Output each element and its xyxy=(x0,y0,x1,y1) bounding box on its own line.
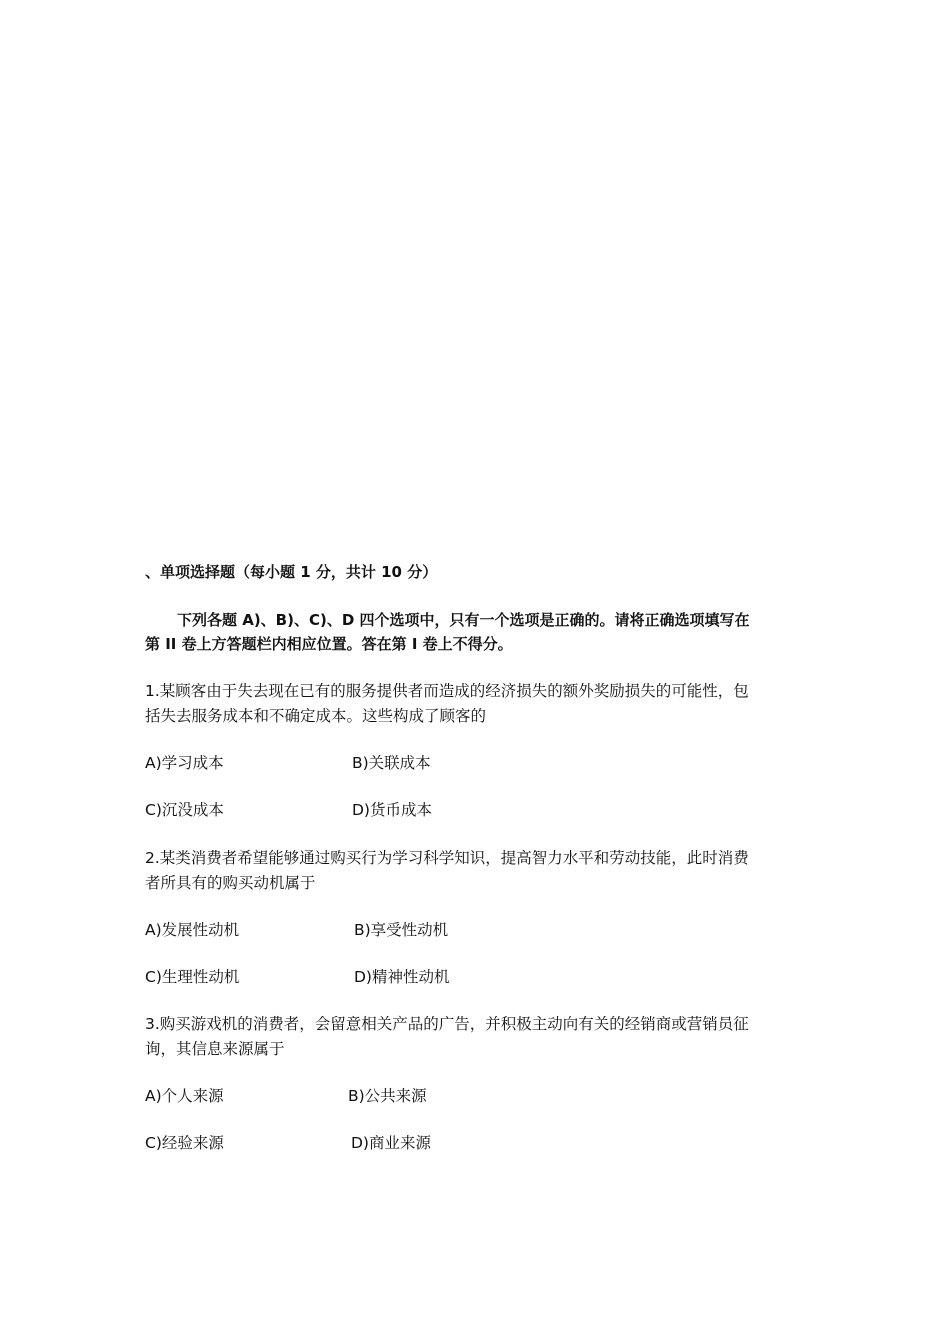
instruction-line-2: 第 II 卷上方答题栏内相应位置。答在第 I 卷上不得分。 xyxy=(145,635,513,653)
question-1-options-row-2 xyxy=(145,798,810,822)
instruction-line-1: 下列各题 A)、B)、C)、D 四个选项中，只有一个选项是正确的。请将正确选项填写在 xyxy=(177,611,750,629)
question-1-option-c: C)沉没成本 xyxy=(145,801,224,819)
question-3-text-line-1: 3.购买游戏机的消费者，会留意相关产品的广告，并积极主动向有关的经销商或营销员征 xyxy=(145,1015,749,1033)
question-3-option-b: B)公共来源 xyxy=(348,1087,427,1105)
question-1-options-row-1 xyxy=(145,751,810,775)
question-2-option-c: C)生理性动机 xyxy=(145,968,240,986)
question-1-option-d: D)货币成本 xyxy=(352,801,432,819)
question-2-option-d: D)精神性动机 xyxy=(354,968,450,986)
question-2-option-b: B)享受性动机 xyxy=(354,921,449,939)
question-3 xyxy=(145,1012,810,1062)
question-2-options-row-1 xyxy=(145,918,810,942)
question-1 xyxy=(145,679,810,729)
question-1-option-b: B)关联成本 xyxy=(352,754,431,772)
question-3-option-d: D)商业来源 xyxy=(351,1134,431,1152)
section-instruction xyxy=(145,608,810,656)
question-3-options-row-1 xyxy=(145,1084,810,1108)
section-title: 、单项选择题（每小题 1 分，共计 10 分） xyxy=(145,563,438,581)
question-2-option-a: A)发展性动机 xyxy=(145,921,240,939)
question-3-text-line-2: 询，其信息来源属于 xyxy=(145,1040,285,1058)
question-3-option-c: C)经验来源 xyxy=(145,1134,224,1152)
question-1-option-a: A)学习成本 xyxy=(145,754,224,772)
question-3-option-a: A)个人来源 xyxy=(145,1087,224,1105)
question-2-text-line-1: 2.某类消费者希望能够通过购买行为学习科学知识，提高智力水平和劳动技能，此时消费 xyxy=(145,849,749,867)
question-3-options-row-2 xyxy=(145,1131,810,1155)
question-2 xyxy=(145,846,810,896)
question-2-options-row-2 xyxy=(145,965,810,989)
question-1-text-line-1: 1.某顾客由于失去现在已有的服务提供者而造成的经济损失的额外奖励损失的可能性，包 xyxy=(145,682,749,700)
question-1-text-line-2: 括失去服务成本和不确定成本。这些构成了顾客的 xyxy=(145,707,487,725)
question-2-text-line-2: 者所具有的购买动机属于 xyxy=(145,874,316,892)
